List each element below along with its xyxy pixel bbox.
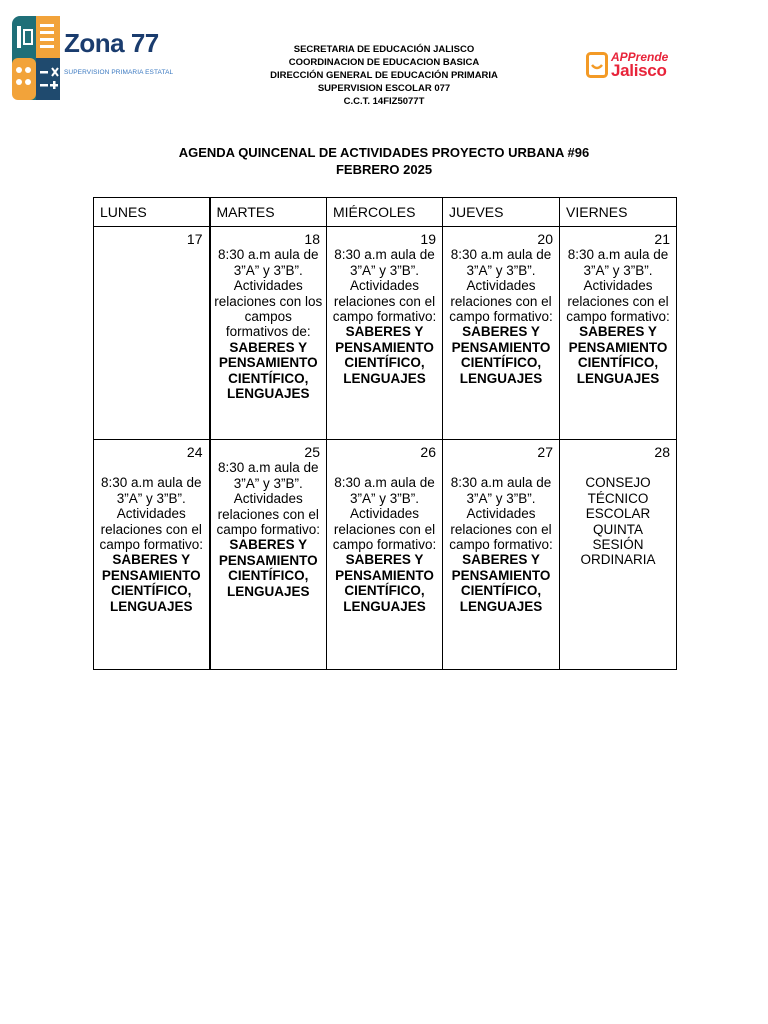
day-number: 17 <box>186 231 203 247</box>
formative-field: LENGUAJES <box>109 598 193 614</box>
day-number: 26 <box>420 444 436 460</box>
formative-field: SABERES Y PENSAMIENTO CIENTÍFICO, <box>568 324 668 371</box>
day-cell <box>560 440 677 670</box>
header-line: C.C.T. 14FIZ5077T <box>343 96 425 107</box>
institution-header <box>230 43 538 108</box>
formative-field: SABERES Y PENSAMIENTO CIENTÍFICO, <box>218 339 318 386</box>
table-row-week-1 <box>94 227 677 440</box>
formative-field: LENGUAJES <box>459 598 543 614</box>
formative-field: LENGUAJES <box>226 386 310 402</box>
formative-field: SABERES Y PENSAMIENTO CIENTÍFICO, <box>101 552 201 599</box>
day-number: 19 <box>420 231 436 247</box>
zona-77-logo-text: Zona 77 <box>64 28 159 58</box>
day-cell <box>327 227 443 440</box>
formative-field: SABERES Y PENSAMIENTO CIENTÍFICO, <box>218 537 318 584</box>
day-number: 21 <box>654 231 670 247</box>
day-cell <box>327 440 443 670</box>
formative-field: SABERES Y PENSAMIENTO CIENTÍFICO, <box>451 324 551 371</box>
activity-time: 8:30 a.m aula de 3”A” y 3”B”. <box>334 475 435 506</box>
zona-77-logo <box>12 14 174 102</box>
day-cell <box>560 227 677 440</box>
council-session-text: CONSEJO TÉCNICO ESCOLAR QUINTA SESIÓN ORDINARIA <box>580 475 656 568</box>
agenda-title-line: AGENDA QUINCENAL DE ACTIVIDADES PROYECTO URBANA #96 <box>178 145 590 160</box>
activity-time: 8:30 a.m aula de 3”A” y 3”B”. <box>100 475 202 506</box>
activity-description: Actividades relaciones con el campo formativo: <box>449 506 553 553</box>
day-number: 20 <box>537 231 553 247</box>
column-header-miercoles: MIÉRCOLES <box>327 198 443 227</box>
agenda-title-month: FEBRERO 2025 <box>335 162 433 177</box>
agenda-table <box>93 197 677 670</box>
column-header-martes: MARTES <box>210 198 327 227</box>
header-line: DIRECCIÓN GENERAL DE EDUCACIÓN PRIMARIA <box>270 70 498 81</box>
activity-description: Actividades relaciones con el campo formativo: <box>99 506 204 553</box>
day-number: 27 <box>537 444 553 460</box>
formative-field: SABERES Y PENSAMIENTO CIENTÍFICO, <box>335 552 434 599</box>
day-cell <box>94 227 210 440</box>
apprende-logo-line2: Jalisco <box>611 61 667 80</box>
apprende-jalisco-logo <box>586 50 696 82</box>
column-header-jueves: JUEVES <box>443 198 560 227</box>
activity-time: 8:30 a.m aula de 3”A” y 3”B”. <box>450 475 552 506</box>
day-cell <box>443 440 560 670</box>
day-number: 28 <box>654 444 670 460</box>
apprende-book-icon <box>586 52 608 78</box>
day-cell <box>210 227 327 440</box>
zona-77-logo-subtitle: SUPERVISION PRIMARIA ESTATAL <box>64 69 174 76</box>
header-line: SECRETARIA DE EDUCACIÓN JALISCO <box>293 44 475 55</box>
activity-description: Actividades relaciones con los campos formativos de: <box>214 278 323 340</box>
formative-field: SABERES Y PENSAMIENTO CIENTÍFICO, <box>335 324 434 371</box>
day-cell <box>443 227 560 440</box>
formative-field: LENGUAJES <box>459 370 543 386</box>
activity-description: Actividades relaciones con el campo formativo: <box>332 506 437 553</box>
activity-time: 8:30 a.m aula de 3”A” y 3”B”. <box>450 247 552 278</box>
activity-time: 8:30 a.m aula de 3”A” y 3”B”. <box>217 247 319 278</box>
formative-field: LENGUAJES <box>226 583 310 599</box>
formative-field: SABERES Y PENSAMIENTO CIENTÍFICO, <box>451 552 551 599</box>
table-row-week-2 <box>94 440 677 670</box>
activity-time: 8:30 a.m aula de 3”A” y 3”B”. <box>217 460 319 491</box>
activity-description: Actividades relaciones con el campo formativo: <box>216 491 321 538</box>
formative-field: LENGUAJES <box>343 598 426 614</box>
day-cell <box>210 440 327 670</box>
activity-time: 8:30 a.m aula de 3”A” y 3”B”. <box>567 247 669 278</box>
activity-description: Actividades relaciones con el campo formativo: <box>332 278 437 325</box>
header-line: COORDINACION DE EDUCACION BASICA <box>288 57 480 68</box>
formative-field: LENGUAJES <box>576 370 660 386</box>
column-header-lunes: LUNES <box>94 198 210 227</box>
day-number: 24 <box>186 444 203 460</box>
table-header-row <box>94 198 677 227</box>
header-line: SUPERVISION ESCOLAR 077 <box>317 83 451 94</box>
activity-description: Actividades relaciones con el campo formativo: <box>566 278 670 325</box>
activity-description: Actividades relaciones con el campo formativo: <box>449 278 553 325</box>
day-cell <box>94 440 210 670</box>
activity-time: 8:30 a.m aula de 3”A” y 3”B”. <box>334 247 435 278</box>
apprende-logo-line1: APPrende <box>611 50 669 64</box>
agenda-title <box>0 144 768 178</box>
zona-77-emblem-icon <box>12 16 60 100</box>
column-header-viernes: VIERNES <box>560 198 677 227</box>
day-number: 25 <box>304 444 320 460</box>
day-number: 18 <box>304 231 320 247</box>
formative-field: LENGUAJES <box>343 370 426 386</box>
